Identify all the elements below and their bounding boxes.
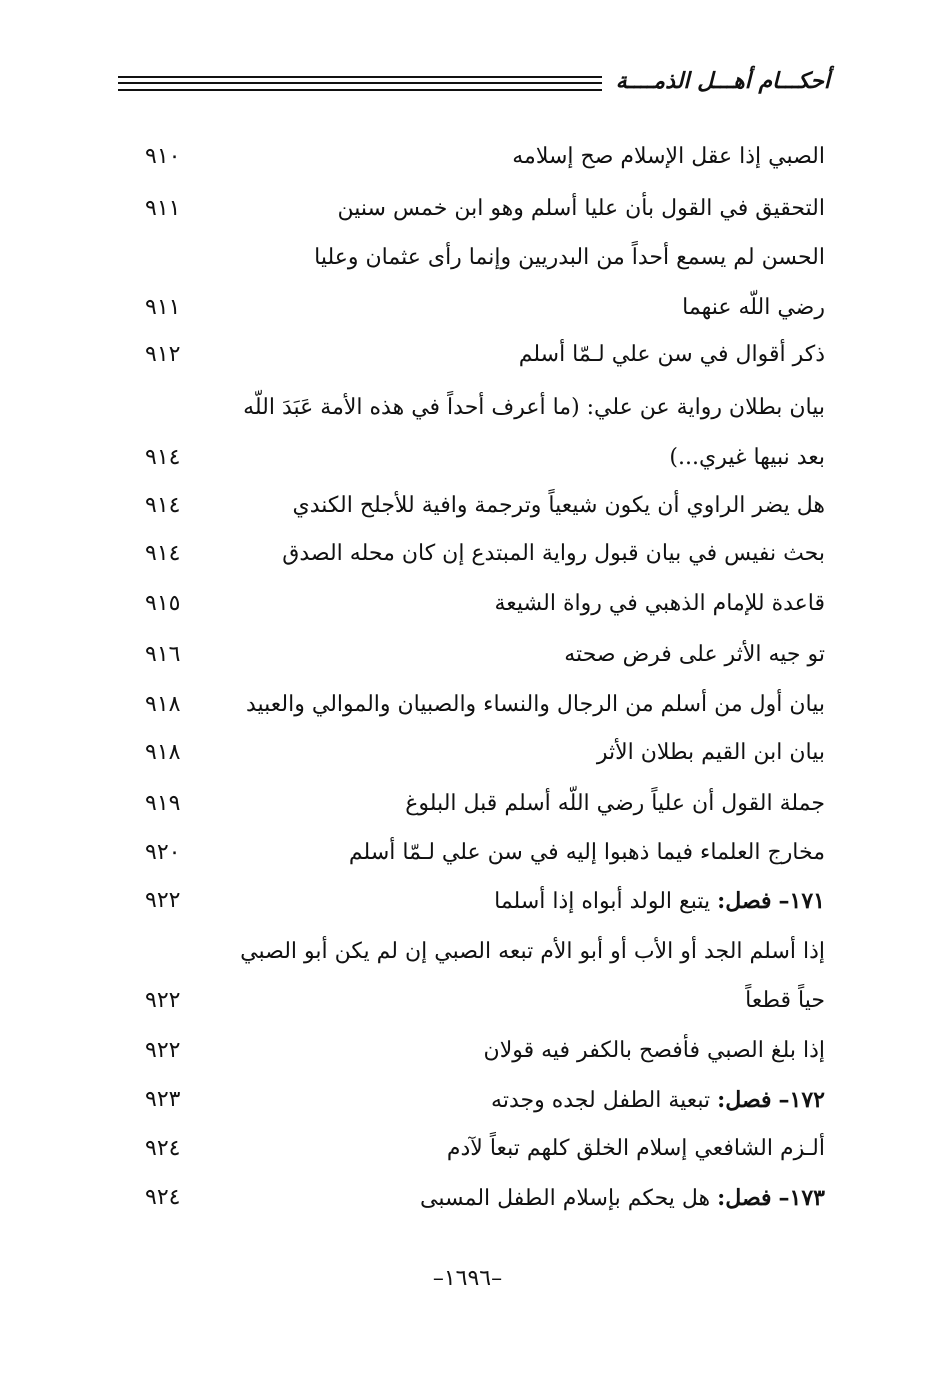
toc-entry-text: قاعدة للإمام الذهبي في رواة الشيعة (494, 591, 825, 616)
toc-entry-text: حياً قطعاً (745, 988, 825, 1013)
section-title: هل يحكم بإسلام الطفل المسبى (420, 1186, 711, 1211)
toc-section-entry (225, 1085, 825, 1116)
page-number: –١٦٩٦– (432, 1266, 503, 1291)
toc-entry-text: الصبي إذا عقل الإسلام صح إسلامه (512, 144, 825, 169)
toc-entry-text: بحث نفيس في بيان قبول رواية المبتدع إن كان محله الصدق (282, 541, 825, 566)
toc-entry-page: ٩٢٠ (145, 840, 181, 865)
toc-entry-page: ٩١٤ (145, 541, 181, 566)
toc-entry-text: جملة القول أن علياً رضي اللّه أسلم قبل البلوغ (405, 791, 825, 816)
toc-entry-text: هل يضر الراوي أن يكون شيعياً وترجمة وافية للأجلح الكندي (292, 493, 825, 518)
toc-entry-text: إذا أسلم الجد أو الأب أو أبو الأم تبعه الصبي إن لم يكن أبو الصبي (240, 939, 825, 964)
toc-section-entry (225, 886, 825, 917)
toc-entry-page: ٩١٨ (145, 692, 181, 717)
toc-entry-page: ٩١٤ (145, 445, 181, 470)
toc-entry-page: ٩١٠ (145, 144, 181, 169)
section-number: ١٧١– (778, 888, 825, 914)
toc-entry-text: ذكر أقوال في سن علي لـمّا أسلم (518, 342, 825, 367)
toc-entry-page: ٩١١ (145, 196, 181, 221)
toc-section-entry (225, 1183, 825, 1214)
toc-entry-text: بيان ابن القيم بطلان الأثر (596, 740, 825, 765)
toc-entry-page: ٩٢٢ (145, 888, 181, 913)
toc-entry-page: ٩١٤ (145, 493, 181, 518)
toc-entry-text: بيان بطلان رواية عن علي: (ما أعرف أحداً في هذه الأمة عَبَدَ اللّه (243, 395, 825, 420)
toc-entry-text: بعد نبيها غيري...) (669, 445, 825, 470)
toc-entry-page: ٩١٦ (145, 642, 181, 667)
header-title: أحكـــام أهـــل الذمــــة (615, 68, 830, 94)
toc-entry-page: ٩٢٢ (145, 988, 181, 1013)
section-number: ١٧٣– (778, 1185, 825, 1211)
toc-entry-text: التحقيق في القول بأن عليا أسلم وهو ابن خمس سنين (337, 196, 825, 221)
toc-entry-text: إذا بلغ الصبي فأفصح بالكفر فيه قولان (483, 1038, 825, 1063)
toc-entry-page: ٩١٥ (145, 591, 181, 616)
toc-entry-text: مخارج العلماء فيما ذهبوا إليه في سن علي لـمّا أسلم (348, 840, 825, 865)
section-label: فصل: (717, 1087, 772, 1113)
toc-entry-page: ٩١١ (145, 295, 181, 320)
toc-entry-text: بيان أول من أسلم من الرجال والنساء والصبيان والموالي والعبيد (245, 692, 825, 717)
toc-entry-text: تو جيه الأثر على فرض صحته (564, 642, 825, 667)
toc-entry-page: ٩١٩ (145, 791, 181, 816)
toc-entry-page: ٩٢٤ (145, 1185, 181, 1210)
section-label: فصل: (717, 888, 772, 914)
toc-entry-text: رضي اللّه عنهما (682, 295, 825, 320)
section-title: تبعية الطفل لجده وجدته (491, 1088, 711, 1113)
toc-entry-page: ٩١٢ (145, 342, 181, 367)
toc-entry-page: ٩٢٢ (145, 1038, 181, 1063)
toc-entry-text: الحسن لم يسمع أحداً من البدريين وإنما رأى عثمان وعليا (314, 245, 825, 270)
toc-entry-page: ٩١٨ (145, 740, 181, 765)
toc-entry-page: ٩٢٤ (145, 1136, 181, 1161)
toc-entry-page: ٩٢٣ (145, 1087, 181, 1112)
toc-entry-text: ألـزم الشافعي إسلام الخلق كلهم تبعاً لآدم (446, 1136, 825, 1161)
section-title: يتبع الولد أبواه إذا أسلما (494, 889, 711, 914)
section-number: ١٧٢– (778, 1087, 825, 1113)
section-label: فصل: (717, 1185, 772, 1211)
